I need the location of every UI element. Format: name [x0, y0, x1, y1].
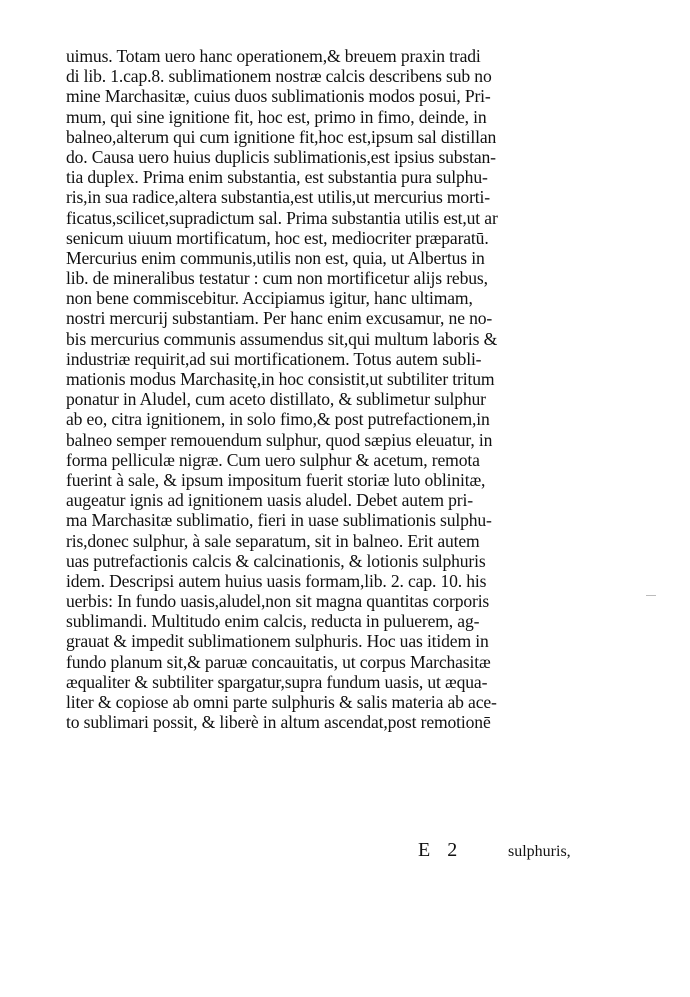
text-line: tia duplex. Prima enim substantia, est substantia pura sulphu- — [66, 167, 488, 188]
text-line: do. Causa uero huius duplicis sublimationis,est ipsius substan- — [66, 146, 496, 167]
text-line: senicum uiuum mortificatum, hoc est, mediocriter præparatū. — [66, 227, 489, 248]
text-line: liter & copiose ab omni parte sulphuris & salis materia ab ace- — [66, 692, 497, 712]
text-line: uerbis: In fundo uasis,aludel,non sit magna quantitas corporis — [66, 591, 490, 612]
text-line: fuerint à sale, & ipsum impositum fuerit storiæ luto oblinitæ, — [66, 469, 486, 490]
margin-dash — [646, 595, 656, 596]
text-line: non bene commiscebitur. Accipiamus igitur, hanc ultimam, — [66, 288, 473, 309]
text-line: lib. de mineralibus testatur : cum non mortificetur alijs rebus, — [66, 268, 488, 289]
text-line: di lib. 1.cap.8. sublimationem nostræ calcis describens sub no — [66, 66, 492, 87]
text-line: to sublimari possit, & liberè in altum ascendat,post remotionē — [66, 712, 491, 733]
text-line: industriæ requirit,ad sui mortificationem. Totus autem subli- — [66, 348, 482, 369]
text-line: mine Marchasitæ, cuius duos sublimationis modos posui, Pri- — [66, 86, 491, 107]
text-line: uimus. Totam uero hanc operationem,& breuem praxin tradi — [66, 46, 481, 66]
text-line: uas putrefactionis calcis & calcinationis, & lotionis sulphuris — [66, 550, 486, 571]
text-line: ris,in sua radice,altera substantia,est utilis,ut mercurius morti- — [66, 187, 490, 208]
signature-mark: E 2 — [418, 839, 464, 861]
text-line: ma Marchasitæ sublimatio, fieri in uase sublimationis sulphu- — [66, 510, 492, 531]
body-text — [66, 46, 618, 732]
text-line: Mercurius enim communis,utilis non est, quia, ut Albertus in — [66, 247, 485, 268]
text-line: grauat & impedit sublimationem sulphuris. Hoc uas itidem in — [66, 631, 489, 652]
text-line: ab eo, citra ignitionem, in solo fimo,& post putrefactionem,in — [66, 409, 490, 430]
text-line: ficatus,scilicet,supradictum sal. Prima substantia utilis est,ut ar — [66, 207, 498, 228]
text-line: idem. Descripsi autem huius uasis formam,lib. 2. cap. 10. his — [66, 570, 487, 591]
text-line: balneo,alterum qui cum ignitione fit,hoc est,ipsum sal distillan — [66, 126, 497, 147]
text-line: fundo planum sit,& paruæ concauitatis, ut corpus Marchasitæ — [66, 651, 491, 672]
page-footer — [0, 838, 690, 862]
text-line: bis mercurius communis assumendus sit,qui multum laboris & — [66, 328, 498, 349]
text-line: balneo semper remouendum sulphur, quod sæpius eleuatur, in — [66, 429, 493, 450]
text-line: ponatur in Aludel, cum aceto distillato, & sublimetur sulphur — [66, 389, 486, 410]
text-line: augeatur ignis ad ignitionem uasis aludel. Debet autem pri- — [66, 490, 473, 511]
text-line: mum, qui sine ignitione fit, hoc est, primo in fimo, deinde, in — [66, 106, 487, 127]
text-line: forma pelliculæ nigræ. Cum uero sulphur & acetum, remota — [66, 449, 480, 470]
text-line: ris,donec sulphur, à sale separatum, sit in balneo. Erit autem — [66, 530, 480, 551]
catchword: sulphuris, — [508, 843, 571, 860]
text-line: mationis modus Marchasitę,in hoc consistit,ut subtiliter tritum — [66, 369, 495, 389]
text-line: sublimandi. Multitudo enim calcis, reducta in puluerem, ag- — [66, 611, 480, 632]
text-line: nostri mercurij substantiam. Per hanc enim excusamur, ne no- — [66, 308, 493, 329]
text-line: æqualiter & subtiliter spargatur,supra fundum uasis, ut æqua- — [66, 671, 488, 692]
